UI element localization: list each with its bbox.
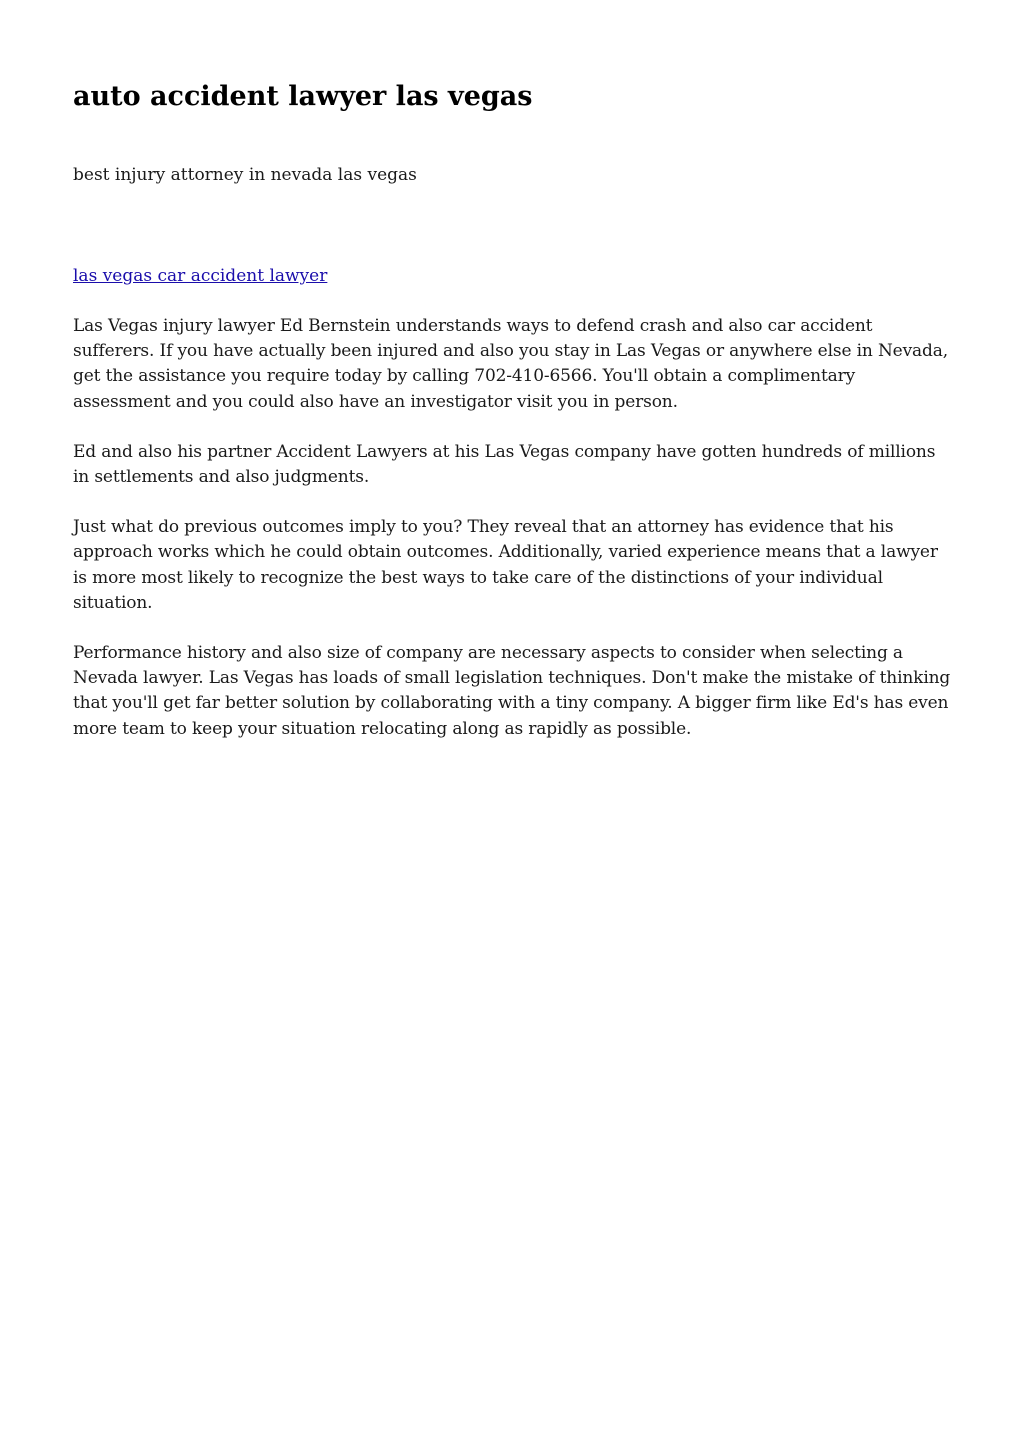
- article-body: [73, 314, 953, 767]
- paragraph-2: Ed and also his partner Accident Lawyers at his Las Vegas company have gotten hundreds of millions in settlements and also judgments.: [73, 441, 936, 488]
- paragraph-4: Performance history and also size of company are necessary aspects to consider when selecting a Nevada lawyer. Las Vegas has loads of small legislation techniques. Don't make the mistake of thinking that you'll get far better solution by collaborating with a tiny company. A bigger firm like Ed's has even more team to keep your situation relocating along as rapidly as possible.: [73, 643, 951, 739]
- car-accident-lawyer-link[interactable]: las vegas car accident lawyer: [73, 266, 328, 286]
- page-title: auto accident lawyer las vegas: [73, 81, 533, 112]
- link-container: [73, 264, 327, 288]
- paragraph-1: Las Vegas injury lawyer Ed Bernstein understands ways to defend crash and also car accident sufferers. If you have actually been injured and also you stay in Las Vegas or anywhere else in Nevada, get the assistance you require today by calling 702-410-6566. You'll obtain a complimentary assessment and you could also have an investigator visit you in person.: [73, 316, 948, 412]
- page-subtitle: best injury attorney in nevada las vegas: [73, 165, 417, 185]
- paragraph-3: Just what do previous outcomes imply to you? They reveal that an attorney has evidence that his approach works which he could obtain outcomes. Additionally, varied experience means that a lawyer is more most likely to recognize the best ways to take care of the distinctions of your individual situation.: [73, 517, 938, 613]
